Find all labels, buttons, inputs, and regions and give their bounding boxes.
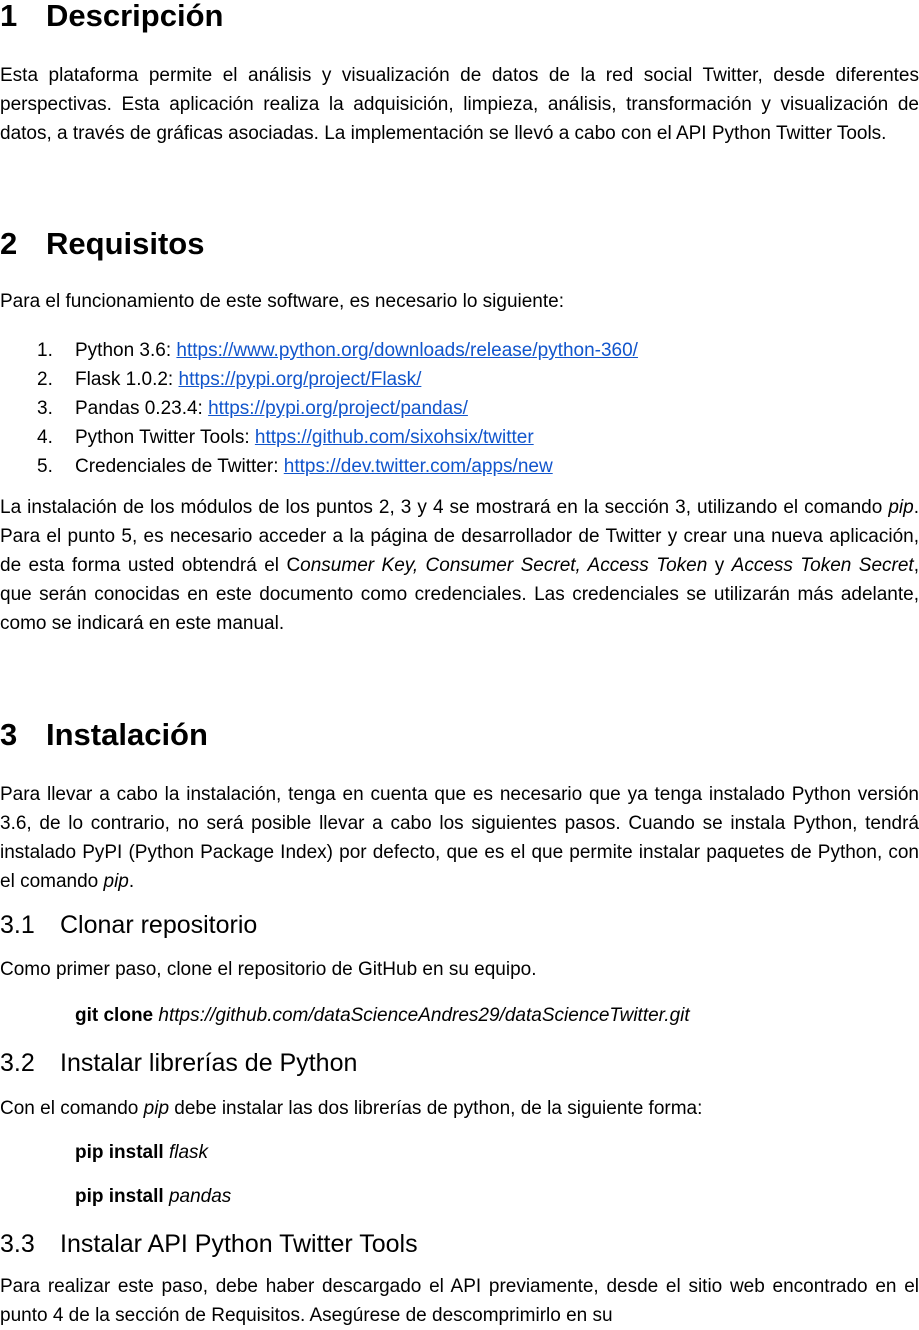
item-number: 3. xyxy=(37,398,53,419)
pip-install-flask-command xyxy=(75,1138,208,1167)
item-number: 5. xyxy=(37,456,53,477)
command-name: git clone xyxy=(75,1005,154,1026)
section-3-heading xyxy=(0,719,208,750)
item-number: 4. xyxy=(37,427,53,448)
flask-link[interactable]: https://pypi.org/project/Flask/ xyxy=(178,369,422,390)
section-title: Instalación xyxy=(46,717,208,752)
section-title: Instalar librerías de Python xyxy=(60,1049,358,1077)
command-argument: https://github.com/dataScienceAndres29/dataScienceTwitter.git xyxy=(158,1005,690,1026)
text-run: . xyxy=(128,871,135,892)
installation-note-paragraph xyxy=(0,493,919,638)
section-number: 3.1 xyxy=(0,911,35,939)
item-number: 2. xyxy=(37,369,53,390)
pip-term: pip xyxy=(888,497,914,518)
section-number: 3.3 xyxy=(0,1230,35,1258)
python-download-link[interactable]: https://www.python.org/downloads/release/python-360/ xyxy=(176,340,638,361)
clone-instruction: Como primer paso, clone el repositorio de GitHub en su equipo. xyxy=(0,959,537,980)
twitter-apps-link[interactable]: https://dev.twitter.com/apps/new xyxy=(283,456,553,477)
subsection-3-1-heading xyxy=(0,913,257,938)
section-number: 3 xyxy=(0,717,18,752)
command-argument: pandas xyxy=(168,1186,232,1207)
section-title: Instalar API Python Twitter Tools xyxy=(60,1230,418,1258)
text-run: y xyxy=(707,555,732,576)
section-1-heading xyxy=(0,0,223,31)
item-number: 1. xyxy=(37,340,53,361)
section-2-heading xyxy=(0,228,204,259)
section-title: Descripción xyxy=(46,0,224,33)
subsection-3-3-heading xyxy=(0,1232,418,1257)
section-number: 2 xyxy=(0,226,18,261)
git-clone-command xyxy=(75,1001,690,1030)
text-run: . Para el punto 5, es necesario acceder a la página de desarrollador de Twitter y crear una nueva aplicación, de esta forma usted obtendrá el C xyxy=(0,497,919,576)
twitter-tools-link[interactable]: https://github.com/sixohsix/twitter xyxy=(254,427,534,448)
section-title: Requisitos xyxy=(46,226,205,261)
pip-term: pip xyxy=(103,871,129,892)
text-run: Con el comando xyxy=(0,1098,144,1119)
pip-term: pip xyxy=(143,1098,170,1119)
item-label: Flask 1.0.2: xyxy=(75,369,179,390)
item-label: Credenciales de Twitter: xyxy=(75,456,284,477)
subsection-3-2-heading xyxy=(0,1051,357,1076)
description-paragraph: Esta plataforma permite el análisis y visualización de datos de la red social Twitter, desde diferentes perspectivas. Esta aplicación realiza la adquisición, limpieza, análisis, transformación y visualización de datos, a través de gráficas asociadas. La implementación se llevó a cabo con el API Python Twitter Tools. xyxy=(0,65,919,144)
item-label: Pandas 0.23.4: xyxy=(75,398,209,419)
credentials-term: onsumer Key, Consumer Secret, Access Token xyxy=(300,555,708,576)
pip-install-pandas-command xyxy=(75,1182,231,1211)
text-run: Para llevar a cabo la instalación, tenga en cuenta que es necesario que ya tenga instalado Python versión 3.6, de lo contrario, no será posible llevar a cabo los siguientes pasos. Cuando se instala Python, tendrá instalado PyPI (Python Package Index) por defecto, que es el que permite instalar paquetes de Python, con el comando xyxy=(0,784,919,892)
text-run: La instalación de los módulos de los puntos 2, 3 y 4 se mostrará en la sección 3, utilizando el comando xyxy=(0,497,889,518)
access-token-secret-term: Access Token Secret xyxy=(731,555,914,576)
command-name: pip install xyxy=(75,1186,164,1207)
pandas-link[interactable]: https://pypi.org/project/pandas/ xyxy=(208,398,468,419)
item-label: Python 3.6: xyxy=(75,340,177,361)
section-number: 3.2 xyxy=(0,1049,35,1077)
command-name: pip install xyxy=(75,1142,164,1163)
section-title: Clonar repositorio xyxy=(60,911,258,939)
api-install-paragraph: Para realizar este paso, debe haber descargado el API previamente, desde el sitio web encontrado en el punto 4 de la sección de Requisitos. Asegúrese de descomprimirlo en su xyxy=(0,1276,919,1326)
install-libraries-instruction xyxy=(0,1094,702,1123)
requirements-intro: Para el funcionamiento de este software, es necesario lo siguiente: xyxy=(0,291,564,312)
section-number: 1 xyxy=(0,0,18,33)
text-run: debe instalar las dos librerías de python, de la siguiente forma: xyxy=(169,1098,703,1119)
installation-paragraph xyxy=(0,780,919,896)
text-run: , que serán conocidas en este documento como credenciales. Las credenciales se utilizarán más adelante, como se indicará en este manual. xyxy=(0,555,919,634)
command-argument: flask xyxy=(168,1142,209,1163)
item-label: Python Twitter Tools: xyxy=(75,427,255,448)
